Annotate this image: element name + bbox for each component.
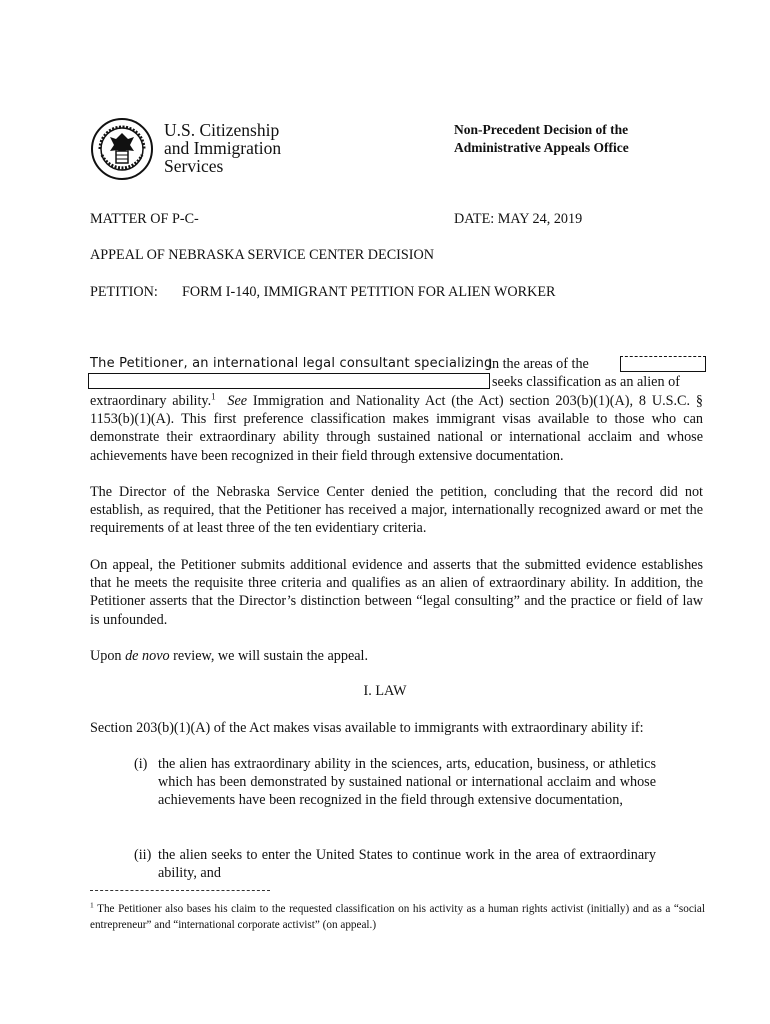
item-2-number: (ii) bbox=[134, 847, 152, 863]
footnote-divider bbox=[90, 890, 270, 891]
paragraph-3: On appeal, the Petitioner submits additional evidence and asserts that the submitted evidence establishes that he meets the requisite three criteria and qualifies as an alien of extraordinary ability. In addition, the Petitioner asserts that the Director’s distinction between “legal consulting” and the practice or field of law is unfounded. bbox=[90, 557, 703, 628]
p1-body bbox=[90, 392, 703, 465]
agency-line-1: U.S. Citizenship bbox=[164, 120, 280, 140]
agency-name bbox=[164, 121, 281, 175]
footnote-text: The Petitioner also bases his claim to the requested classification on his activity as a human rights activist (initially) and as a “social entrepreneur” and “international corporate activist” (on appeal.) bbox=[90, 903, 705, 931]
p4-text-a: Upon bbox=[90, 648, 126, 664]
de-novo-italic: de novo bbox=[125, 648, 170, 664]
matter-caption: MATTER OF P-C- bbox=[90, 211, 199, 227]
paragraph-5: Section 203(b)(1)(A) of the Act makes visas available to immigrants with extraordinary ability if: bbox=[90, 720, 644, 736]
dhs-seal-logo bbox=[90, 117, 154, 181]
item-2-text: the alien seeks to enter the United States to continue work in the area of extraordinary ability, and bbox=[158, 847, 656, 882]
petition-value: FORM I-140, IMMIGRANT PETITION FOR ALIEN WORKER bbox=[182, 284, 556, 300]
decision-date: DATE: MAY 24, 2019 bbox=[454, 211, 583, 227]
agency-line-2: and Immigration bbox=[164, 138, 282, 158]
paragraph-2: The Director of the Nebraska Service Center denied the petition, concluding that the record did not establish, as required, that the Petitioner has received a major, internationally recognized award or met the requirements of at least three of the ten evidentiary criteria. bbox=[90, 484, 703, 537]
appeal-caption: APPEAL OF NEBRASKA SERVICE CENTER DECISION bbox=[90, 247, 434, 263]
redaction-box bbox=[88, 373, 490, 389]
aao-line-1: Non-Precedent Decision of the bbox=[454, 122, 629, 137]
footnote bbox=[90, 902, 705, 933]
footnote-ref: 1 bbox=[211, 391, 216, 402]
p1-text-c1: extraordinary ability. bbox=[90, 393, 212, 409]
aao-line-2: Administrative Appeals Office bbox=[454, 140, 629, 155]
p4-text-b: review, we will sustain the appeal. bbox=[169, 648, 369, 664]
p1-text-a: in the areas of the bbox=[488, 356, 589, 372]
footnote-number: 1 bbox=[90, 900, 94, 910]
petition-label: PETITION: bbox=[90, 284, 158, 300]
redaction-box bbox=[620, 356, 706, 372]
item-1-text: the alien has extraordinary ability in the sciences, arts, education, business, or athletics which has been demonstrated by sustained national or international acclaim and whose achievements have been recognized in the field through extensive documentation, bbox=[158, 756, 656, 809]
p1-text-b: seeks classification as an alien of bbox=[492, 374, 680, 390]
section-heading-law: I. LAW bbox=[363, 683, 407, 699]
see-signal: See bbox=[227, 393, 248, 409]
p1-text-c2: Immigration and Nationality Act (the Act) section 203(b)(1)(A), 8 U.S.C. § 1153(b)(1)(A). This first preference classification makes immigrant visas available to those who can demonstrate their extraordinary ability through sustained national or international acclaim and whose achievements have been recognized in their field through extensive documentation. bbox=[90, 393, 704, 464]
agency-line-3: Services bbox=[164, 156, 224, 176]
aao-title bbox=[454, 121, 629, 157]
paragraph-4 bbox=[90, 647, 703, 665]
p1-lead: The Petitioner, an international legal consultant specializing bbox=[90, 356, 493, 371]
item-1-number: (i) bbox=[134, 756, 148, 772]
